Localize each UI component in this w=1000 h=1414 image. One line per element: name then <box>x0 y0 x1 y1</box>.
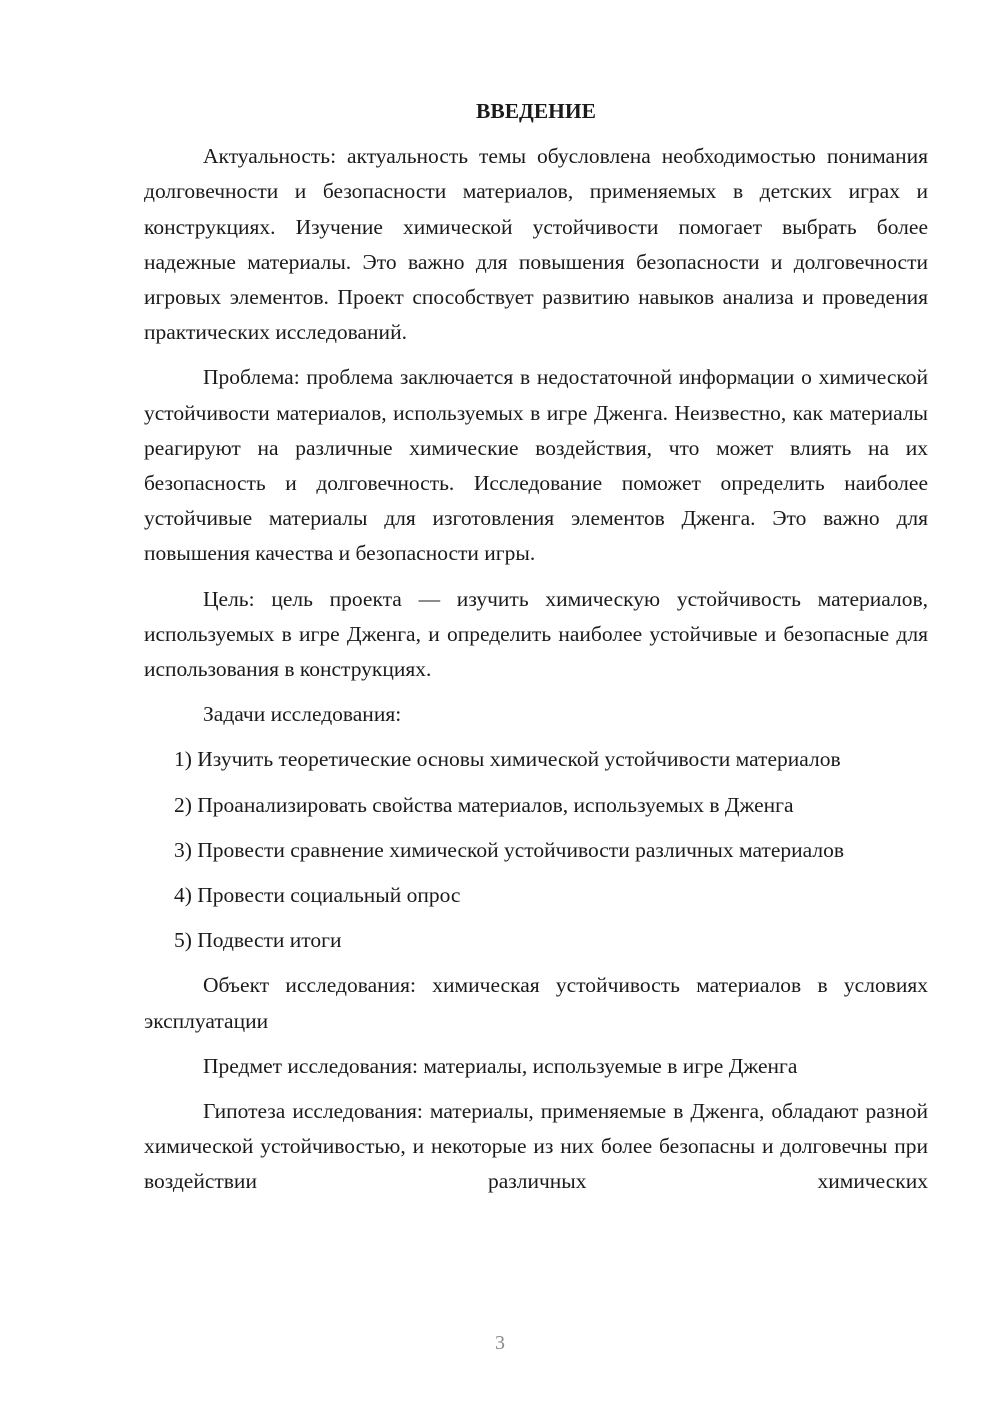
task-item: 4) Провести социальный опрос <box>174 883 461 908</box>
page-number: 3 <box>495 1332 505 1354</box>
tasks-heading: Задачи исследования: <box>203 702 402 727</box>
subject-paragraph: Предмет исследования: материалы, используемые в игре Дженга <box>203 1053 798 1078</box>
hypothesis-paragraph: Гипотеза исследования: материалы, применяемые в Дженга, обладают разной химической устойчивостью, и некоторые из них более безопасны и долговечны при воздействии различных химических <box>144 1099 928 1194</box>
goal-paragraph: Цель: цель проекта — изучить химическую устойчивость материалов, используемых в игре Дженга, и определить наиболее устойчивые и безопасные для использования в конструкциях. <box>144 586 928 682</box>
task-item: 2) Проанализировать свойства материалов, используемых в Дженга <box>174 792 794 817</box>
task-item: 3) Провести сравнение химической устойчивости различных материалов <box>174 837 844 862</box>
relevance-paragraph: Актуальность: актуальность темы обусловлена необходимостью понимания долговечности и безопасности материалов, применяемых в детских играх и конструкциях. Изучение химической устойчивости помогает выбрать более надежные материалы. Это важно для повышения безопасности и долговечности игровых элементов. Проект способствует развитию навыков анализа и проведения практических исследований. <box>144 144 928 345</box>
page-content <box>144 94 928 1210</box>
object-paragraph: Объект исследования: химическая устойчивость материалов в условиях эксплуатации <box>144 973 928 1033</box>
task-item: 5) Подвести итоги <box>174 928 342 953</box>
page-title: ВВЕДЕНИЕ <box>476 99 596 123</box>
problem-paragraph: Проблема: проблема заключается в недостаточной информации о химической устойчивости материалов, используемых в игре Дженга. Неизвестно, как материалы реагируют на различные химические воздействия, что может влиять на их безопасность и долговечность. Исследование поможет определить наиболее устойчивые материалы для изготовления элементов Дженга. Это важно для повышения качества и безопасности игры. <box>144 365 928 566</box>
task-item: 1) Изучить теоретические основы химической устойчивости материалов <box>174 747 841 772</box>
